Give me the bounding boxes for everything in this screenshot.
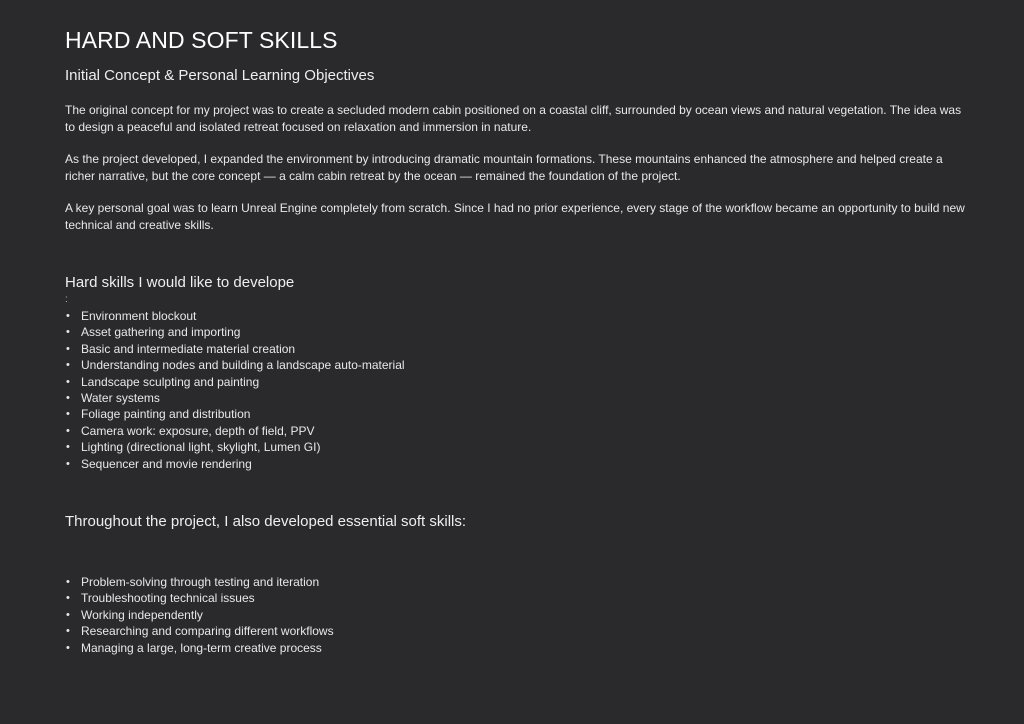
list-item	[65, 640, 334, 656]
list-item	[65, 423, 405, 439]
bullet-icon: •	[66, 576, 70, 588]
list-item	[65, 341, 405, 357]
hard-skills-colon: :	[65, 294, 68, 305]
list-item-text: Problem-solving through testing and iteration	[81, 575, 320, 589]
paragraph-development: As the project developed, I expanded the environment by introducing dramatic mountain formations. These mountains enhanced the atmosphere and helped create a richer narrative, but the core concept — a calm cabin retreat by the ocean — remained the foundation of the project.	[65, 152, 943, 183]
hard-skills-list	[65, 308, 405, 472]
bullet-icon: •	[66, 424, 70, 437]
list-item	[65, 374, 405, 390]
list-item-text: Landscape sculpting and painting	[81, 374, 260, 389]
list-item-text: Lighting (directional light, skylight, Lumen GI)	[81, 440, 321, 455]
list-item-text: Managing a large, long-term creative process	[81, 640, 322, 655]
list-item-text: Sequencer and movie rendering	[81, 456, 252, 471]
list-item-text: Camera work: exposure, depth of field, PPV	[81, 423, 315, 438]
list-item-text: Basic and intermediate material creation	[81, 341, 296, 356]
bullet-icon: •	[66, 608, 70, 621]
list-item	[65, 390, 405, 406]
list-item	[65, 574, 334, 590]
bullet-icon: •	[66, 457, 70, 470]
list-item	[65, 406, 405, 422]
list-item	[65, 607, 334, 623]
list-item-text: Researching and comparing different workflows	[81, 624, 334, 639]
bullet-icon: •	[66, 342, 70, 355]
list-item	[65, 357, 405, 373]
bullet-icon: •	[66, 441, 70, 454]
list-item	[65, 324, 405, 340]
list-item-text: Foliage painting and distribution	[81, 407, 251, 422]
soft-skills-list	[65, 574, 334, 656]
bullet-icon: •	[66, 408, 70, 421]
list-item-text: Water systems	[81, 391, 160, 406]
bullet-icon: •	[66, 592, 70, 605]
list-item-text: Working independently	[81, 607, 203, 622]
list-item-text: Troubleshooting technical issues	[81, 591, 255, 606]
hard-skills-heading: Hard skills I would like to develope	[65, 274, 295, 291]
list-item	[65, 439, 405, 455]
bullet-icon: •	[66, 310, 70, 322]
page-title: HARD AND SOFT SKILLS	[65, 27, 338, 53]
bullet-icon: •	[66, 392, 70, 405]
bullet-icon: •	[66, 625, 70, 638]
soft-skills-heading: Throughout the project, I also developed essential soft skills:	[65, 513, 467, 530]
bullet-icon: •	[66, 641, 70, 654]
bullet-icon: •	[66, 359, 70, 372]
list-item-text: Environment blockout	[81, 309, 197, 323]
paragraph-concept: The original concept for my project was to create a secluded modern cabin positioned on a coastal cliff, surrounded by ocean views and natural vegetation. The idea was to design a peaceful and isolated retreat focused on relaxation and immersion in nature.	[65, 103, 962, 134]
list-item-text: Understanding nodes and building a landscape auto-material	[81, 358, 405, 373]
list-item-text: Asset gathering and importing	[81, 325, 241, 340]
list-item	[65, 590, 334, 606]
bullet-icon: •	[66, 326, 70, 339]
list-item	[65, 308, 405, 324]
list-item	[65, 456, 405, 472]
bullet-icon: •	[66, 375, 70, 388]
paragraph-personal-goal: A key personal goal was to learn Unreal Engine completely from scratch. Since I had no prior experience, every stage of the workflow became an opportunity to build new technical and creative skills.	[65, 201, 965, 232]
page-subtitle: Initial Concept & Personal Learning Objectives	[65, 67, 375, 84]
list-item	[65, 623, 334, 639]
